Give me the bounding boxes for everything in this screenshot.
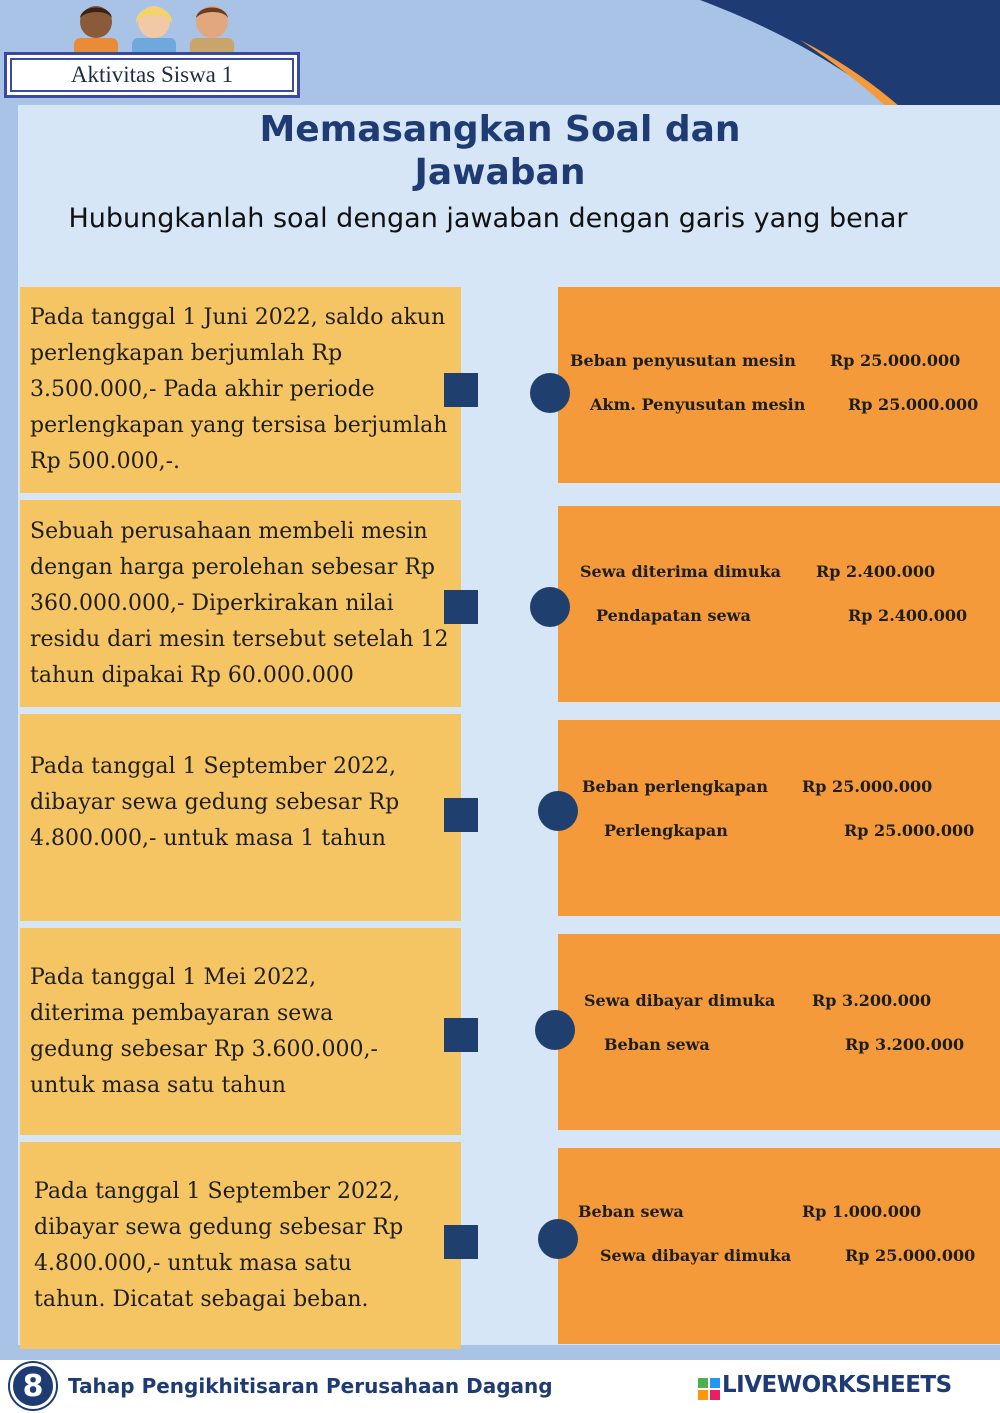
answer-4-credit-account: Beban sewa bbox=[604, 1035, 710, 1054]
answer-4-debit-account: Sewa dibayar dimuka bbox=[584, 991, 776, 1010]
answer-card-1 bbox=[558, 287, 1000, 483]
question-card-3 bbox=[20, 714, 461, 921]
question-connector-5[interactable] bbox=[444, 1225, 478, 1259]
answer-2-debit-amount: Rp 2.400.000 bbox=[816, 562, 936, 581]
question-card-2 bbox=[20, 500, 461, 707]
question-connector-4[interactable] bbox=[444, 1018, 478, 1052]
child-face-2 bbox=[132, 6, 176, 56]
question-text-2: Sebuah perusahaan membeli mesin dengan harga perolehan sebesar Rp 360.000.000,- Diperkirakan nilai residu dari mesin tersebut setelah 12 tahun dipakai Rp 60.000.000 bbox=[30, 518, 449, 688]
question-connector-2[interactable] bbox=[444, 590, 478, 624]
answer-5-credit-account: Sewa dibayar dimuka bbox=[600, 1246, 792, 1265]
question-text-3: Pada tanggal 1 September 2022, dibayar sewa gedung sebesar Rp 4.800.000,- untuk masa 1 tahun bbox=[30, 753, 400, 851]
question-card-1 bbox=[20, 287, 461, 493]
question-text-5: Pada tanggal 1 September 2022, dibayar sewa gedung sebesar Rp 4.800.000,- untuk masa satu tahun. Dicatat sebagai beban. bbox=[34, 1178, 404, 1312]
page-title-line-2: Jawaban bbox=[414, 152, 586, 193]
answer-1-debit-amount: Rp 25.000.000 bbox=[830, 351, 961, 370]
answer-2-debit-account: Sewa diterima dimuka bbox=[580, 562, 781, 581]
answer-5-debit-account: Beban sewa bbox=[578, 1202, 684, 1221]
answer-1-credit-amount: Rp 25.000.000 bbox=[848, 395, 979, 414]
answer-5-credit-amount: Rp 25.000.000 bbox=[845, 1246, 976, 1265]
page-title bbox=[180, 108, 820, 194]
liveworksheets-logo-icon bbox=[698, 1378, 720, 1400]
page-number: 8 bbox=[10, 1363, 56, 1409]
answer-3-credit-amount: Rp 25.000.000 bbox=[844, 821, 975, 840]
instruction-text: Hubungkanlah soal dengan jawaban dengan garis yang benar bbox=[68, 203, 908, 234]
answer-card-5 bbox=[558, 1148, 1000, 1344]
answer-1-credit-account: Akm. Penyusutan mesin bbox=[590, 395, 806, 414]
answer-2-credit-account: Pendapatan sewa bbox=[596, 606, 751, 625]
activity-badge bbox=[4, 52, 300, 98]
liveworksheets-brand[interactable]: LIVEWORKSHEETS bbox=[722, 1372, 952, 1398]
answer-connector-2[interactable] bbox=[530, 587, 570, 627]
answer-1-debit-account: Beban penyusutan mesin bbox=[570, 351, 796, 370]
activity-badge-label: Aktivitas Siswa 1 bbox=[70, 62, 234, 87]
answer-4-credit-amount: Rp 3.200.000 bbox=[845, 1035, 965, 1054]
answer-card-3 bbox=[558, 720, 1000, 916]
child-face-3 bbox=[190, 6, 234, 56]
question-connector-1[interactable] bbox=[444, 373, 478, 407]
children-illustration bbox=[64, 0, 244, 56]
child-face-1 bbox=[74, 6, 118, 56]
page-footer bbox=[0, 1360, 1000, 1413]
page-title-line-1: Memasangkan Soal dan bbox=[259, 109, 741, 150]
answer-5-debit-amount: Rp 1.000.000 bbox=[802, 1202, 922, 1221]
answer-connector-4[interactable] bbox=[535, 1010, 575, 1050]
answer-2-credit-amount: Rp 2.400.000 bbox=[848, 606, 968, 625]
answer-3-credit-account: Perlengkapan bbox=[604, 821, 728, 840]
answer-4-debit-amount: Rp 3.200.000 bbox=[812, 991, 932, 1010]
answer-connector-3[interactable] bbox=[538, 791, 578, 831]
question-text-4: Pada tanggal 1 Mei 2022, diterima pembayaran sewa gedung sebesar Rp 3.600.000,- untuk masa satu tahun bbox=[30, 964, 378, 1098]
answer-3-debit-amount: Rp 25.000.000 bbox=[802, 777, 933, 796]
question-connector-3[interactable] bbox=[444, 798, 478, 832]
answer-connector-1[interactable] bbox=[530, 373, 570, 413]
chapter-title: Tahap Pengikhitisaran Perusahaan Dagang bbox=[68, 1374, 553, 1398]
question-card-4 bbox=[20, 928, 461, 1135]
answer-card-4 bbox=[558, 934, 1000, 1130]
answer-card-2 bbox=[558, 506, 1000, 702]
question-text-1: Pada tanggal 1 Juni 2022, saldo akun perlengkapan berjumlah Rp 3.500.000,- Pada akhir periode perlengkapan yang tersisa berjumlah Rp 500.000,-. bbox=[30, 305, 448, 474]
answer-3-debit-account: Beban perlengkapan bbox=[582, 777, 768, 796]
answer-connector-5[interactable] bbox=[538, 1219, 578, 1259]
question-card-5 bbox=[20, 1142, 461, 1349]
